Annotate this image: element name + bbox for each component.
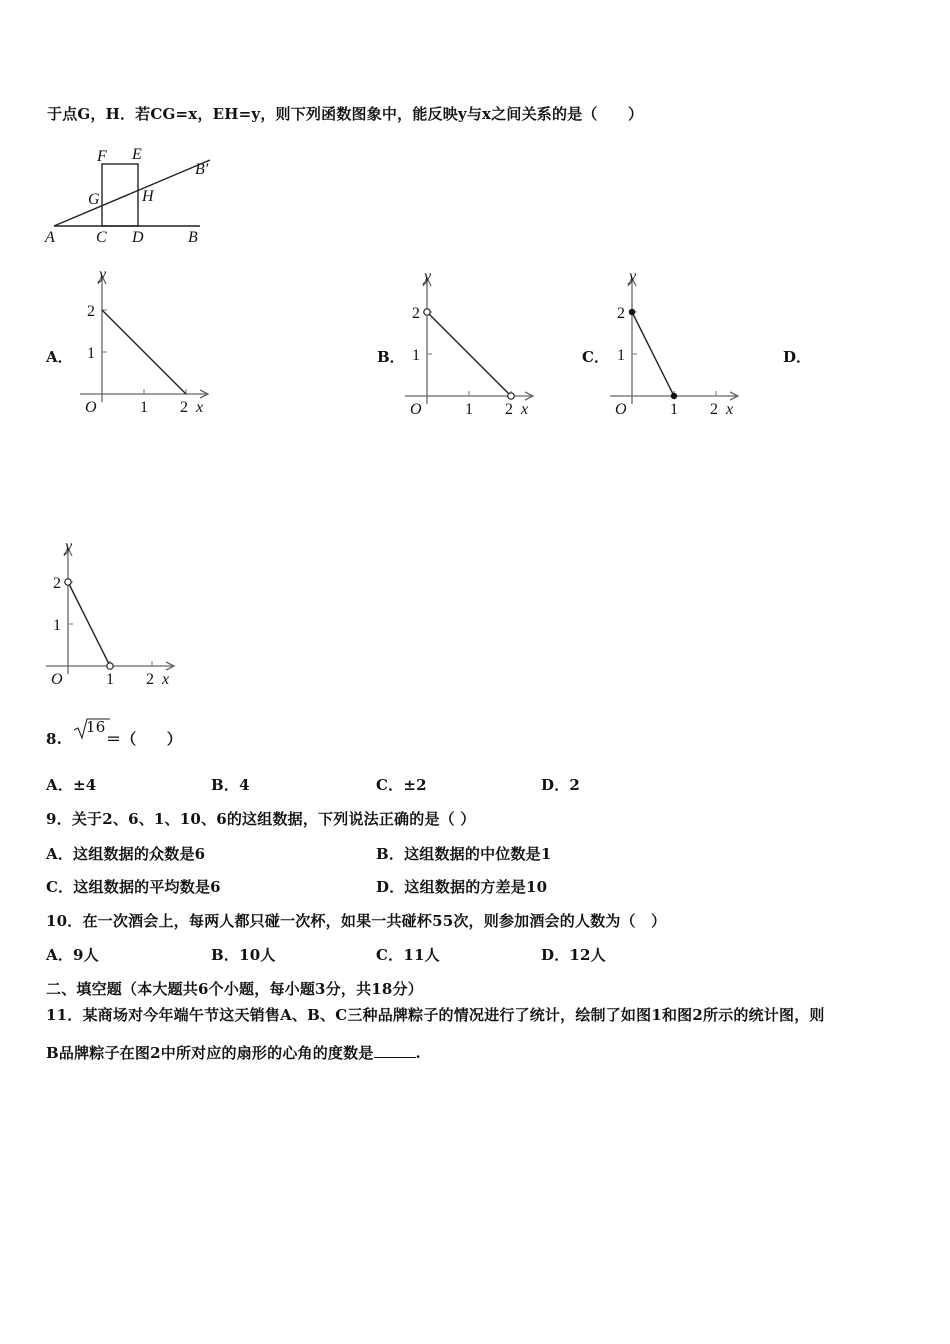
y-tick-label-2: 2 bbox=[412, 305, 420, 322]
origin-label: O bbox=[51, 671, 63, 688]
function-line bbox=[102, 310, 186, 394]
q8-option-A: A．±4 bbox=[46, 776, 97, 794]
origin-label: O bbox=[615, 401, 627, 418]
label-B: B bbox=[188, 229, 198, 246]
y-axis-label: y bbox=[629, 268, 637, 285]
y-tick-label-2: 2 bbox=[53, 575, 61, 592]
q8-option-C: C．±2 bbox=[376, 776, 427, 794]
x-tick-label-1: 1 bbox=[140, 399, 148, 416]
q9-option-C: C．这组数据的平均数是6 bbox=[46, 878, 221, 896]
y-tick-label-1: 1 bbox=[87, 345, 95, 362]
end-point bbox=[671, 393, 677, 399]
x-tick-label-1: 1 bbox=[465, 401, 473, 418]
section-2-heading: 二、填空题（本大题共6个小题，每小题3分，共18分） bbox=[46, 980, 423, 998]
q8-suffix: ＝（ ） bbox=[106, 730, 183, 748]
q9-option-D: D．这组数据的方差是10 bbox=[376, 878, 548, 896]
q7-geometry-figure bbox=[40, 140, 220, 250]
q9-option-A: A．这组数据的众数是6 bbox=[46, 845, 206, 863]
origin-label: O bbox=[85, 399, 97, 416]
q10-option-B: B．10人 bbox=[211, 946, 276, 964]
q9-option-B: B．这组数据的中位数是1 bbox=[376, 845, 552, 863]
option-B-letter: B． bbox=[377, 348, 405, 366]
label-D: D bbox=[132, 229, 144, 246]
graph-option-A bbox=[80, 268, 230, 418]
q9-stem: 9．关于2、6、1、10、6的这组数据，下列说法正确的是（ ） bbox=[46, 810, 476, 828]
y-tick-label-1: 1 bbox=[412, 347, 420, 364]
q11-text: B品牌粽子在图2中所对应的扇形的心角的度数是 bbox=[46, 1044, 374, 1062]
option-C-letter: C． bbox=[582, 348, 609, 366]
q11-line-1: 11．某商场对今年端午节这天销售A、B、C三种品牌粽子的情况进行了统计，绘制了如图1和图2所示的统计图，则 bbox=[46, 1006, 825, 1024]
y-axis-label: y bbox=[65, 538, 73, 555]
q11-line-2 bbox=[46, 1042, 421, 1063]
start-point bbox=[629, 309, 635, 315]
label-G: G bbox=[88, 191, 100, 208]
graph-option-D bbox=[46, 540, 196, 690]
end-point bbox=[107, 663, 113, 669]
function-line bbox=[632, 312, 674, 396]
q8-number: 8. bbox=[46, 730, 63, 748]
answer-blank[interactable] bbox=[374, 1045, 416, 1058]
q10-stem: 10．在一次酒会上，每两人都只碰一次杯，如果一共碰杯55次，则参加酒会的人数为（ ） bbox=[46, 912, 667, 930]
x-tick-label-1: 1 bbox=[106, 671, 114, 688]
x-tick-label-2: 2 bbox=[146, 671, 154, 688]
graph-option-B bbox=[405, 270, 555, 420]
x-axis-label: x bbox=[521, 401, 529, 418]
q10-option-C: C．11人 bbox=[376, 946, 440, 964]
label-E: E bbox=[132, 146, 142, 163]
x-axis-label: x bbox=[196, 399, 204, 416]
q8-option-D: D．2 bbox=[541, 776, 581, 794]
origin-label: O bbox=[410, 401, 422, 418]
start-point bbox=[65, 579, 71, 585]
x-tick-label-2: 2 bbox=[180, 399, 188, 416]
function-line bbox=[427, 312, 511, 396]
label-C: C bbox=[96, 229, 107, 246]
q10-option-A: A．9人 bbox=[46, 946, 99, 964]
label-H: H bbox=[142, 188, 154, 205]
y-axis-label: y bbox=[424, 268, 432, 285]
y-tick-label-2: 2 bbox=[617, 305, 625, 322]
x-axis-label: x bbox=[726, 401, 734, 418]
start-point bbox=[424, 309, 430, 315]
y-tick-label-1: 1 bbox=[617, 347, 625, 364]
q10-option-D: D．12人 bbox=[541, 946, 606, 964]
y-tick-label-1: 1 bbox=[53, 617, 61, 634]
option-D-letter: D． bbox=[783, 348, 812, 366]
label-B-prime: B′ bbox=[195, 161, 209, 178]
q8-option-B: B．4 bbox=[211, 776, 250, 794]
function-line bbox=[68, 582, 110, 666]
x-tick-label-1: 1 bbox=[670, 401, 678, 418]
label-A: A bbox=[45, 229, 55, 246]
y-axis-label: y bbox=[99, 266, 107, 283]
q8-radicand: 16 bbox=[86, 718, 106, 736]
label-F: F bbox=[97, 148, 107, 165]
x-axis-label: x bbox=[162, 671, 170, 688]
x-tick-label-2: 2 bbox=[710, 401, 718, 418]
q11-period: . bbox=[415, 1044, 421, 1062]
y-tick-label-2: 2 bbox=[87, 303, 95, 320]
x-tick-label-2: 2 bbox=[505, 401, 513, 418]
q7-stem: 于点G，H．若CG=x，EH=y，则下列函数图象中，能反映y与x之间关系的是（ ） bbox=[47, 105, 644, 123]
end-point bbox=[508, 393, 514, 399]
graph-option-C bbox=[610, 270, 760, 420]
option-A-letter: A． bbox=[46, 348, 73, 366]
